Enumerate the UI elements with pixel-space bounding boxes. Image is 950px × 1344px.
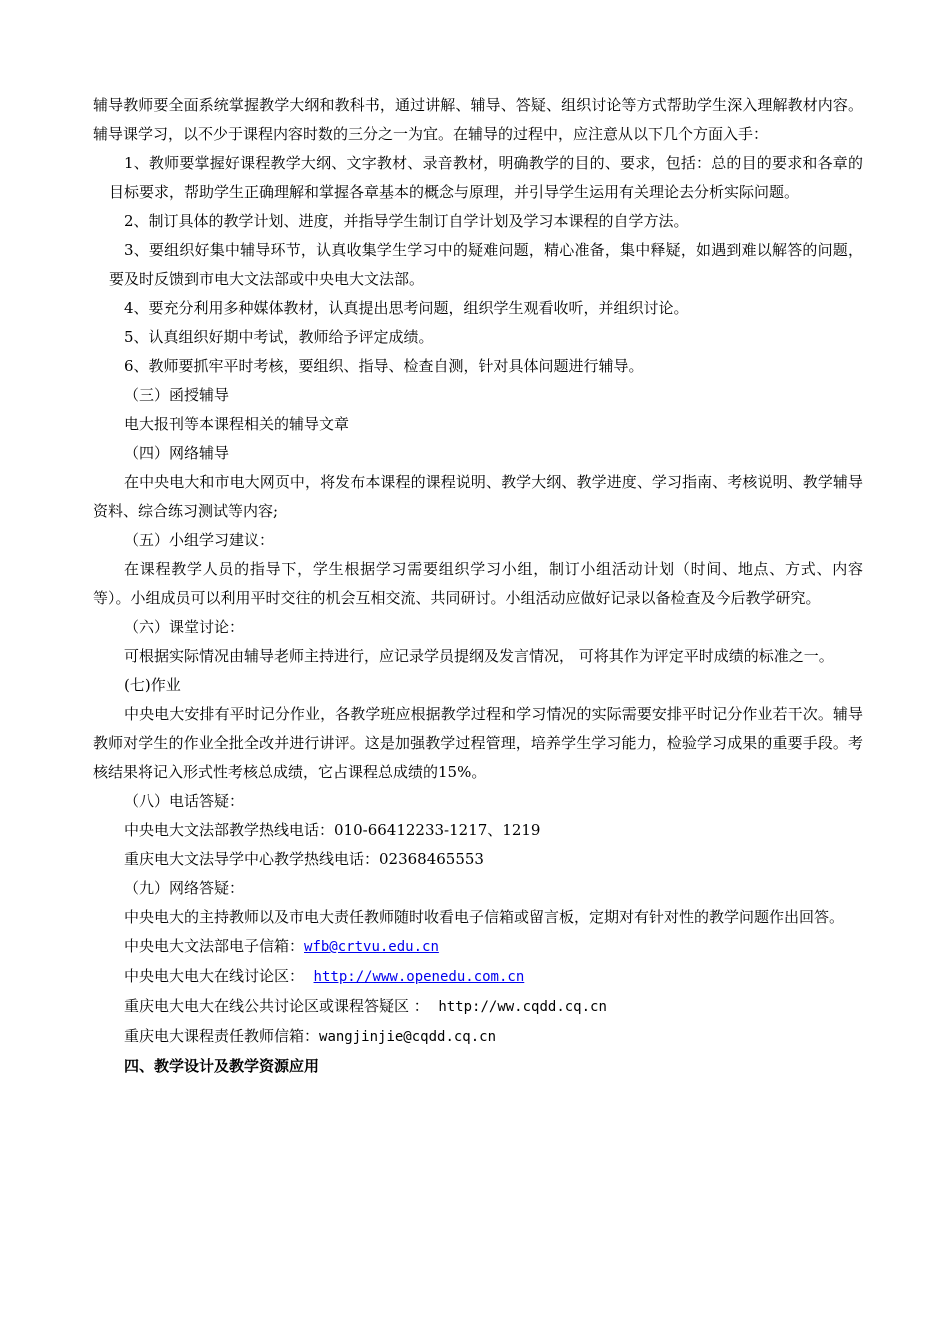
- forum-line: [93, 962, 863, 992]
- list-item: 5、认真组织好期中考试，教师给予评定成绩。: [124, 328, 434, 346]
- section-text-homework: 中央电大安排有平时记分作业，各教学班应根据教学过程和学习情况的实际需要安排平时记分作业若干次。辅导教师对学生的作业全批全改并进行讲评。这是加强教学过程管理，培养学生学习能力，检验学习成果的重要手段。考核结果将记入形式性考核总成绩，它占课程总成绩的15%。: [93, 705, 863, 781]
- section-title-online: （四）网络辅导: [124, 444, 230, 462]
- section-text-online: 在中央电大和市电大网页中，将发布本课程的课程说明、教学大纲、教学进度、学习指南、考核说明、教学辅导资料、综合练习测试等内容;: [93, 473, 863, 520]
- teacher-email-line: [93, 1022, 863, 1052]
- list-item: 3、要组织好集中辅导环节，认真收集学生学习中的疑难问题，精心准备，集中释疑，如遇到难以解答的问题，要及时反馈到市电大文法部或中央电大文法部。: [109, 241, 863, 288]
- list-item: 4、要充分利用多种媒体教材，认真提出思考问题，组织学生观看收听，并组织讨论。: [124, 299, 689, 317]
- intro-paragraph: 辅导教师要全面系统掌握教学大纲和教科书，通过讲解、辅导、答疑、组织讨论等方式帮助学生深入理解教材内容。辅导课学习，以不少于课程内容时数的三分之一为宜。在辅导的过程中，应注意从以下几个方面入手：: [93, 96, 863, 143]
- section-text-correspondence: 电大报刊等本课程相关的辅导文章: [124, 415, 350, 433]
- section-title-net-qa: （九）网络答疑：: [124, 879, 245, 897]
- section-text-net-qa: 中央电大的主持教师以及市电大责任教师随时收看电子信箱或留言板，定期对有针对性的教学问题作出回答。: [124, 908, 845, 926]
- section-title-homework: (七)作业: [124, 676, 181, 694]
- section-title-correspondence: （三）函授辅导: [124, 386, 230, 404]
- section-text-discussion: 可根据实际情况由辅导老师主持进行，应记录学员提纲及发言情况， 可将其作为评定平时成绩的标准之一。: [124, 647, 834, 665]
- list-item: 6、教师要抓牢平时考核，要组织、指导、检查自测，针对具体问题进行辅导。: [124, 357, 644, 375]
- email-link[interactable]: wfb@crtvu.edu.cn: [304, 939, 439, 955]
- section-text-group-study: 在课程教学人员的指导下，学生根据学习需要组织学习小组，制订小组活动计划（时间、地点、方式、内容等）。小组成员可以利用平时交往的机会互相交流、共同研讨。小组活动应做好记录以备检查及今后教学研究。: [93, 560, 863, 607]
- email-label: 中央电大文法部电子信箱：: [124, 937, 305, 955]
- email-line: [93, 932, 863, 962]
- section-title-group-study: （五）小组学习建议：: [124, 531, 275, 549]
- forum-link[interactable]: http://www.openedu.com.cn: [313, 969, 525, 985]
- cq-forum-label: 重庆电大电大在线公共讨论区或课程答疑区 ：: [124, 997, 439, 1015]
- teacher-email-label: 重庆电大课程责任教师信箱：: [124, 1027, 320, 1045]
- phone-line-chongqing: 重庆电大文法导学中心教学热线电话：02368465553: [124, 850, 484, 868]
- section-heading-teaching-design: 四、教学设计及教学资源应用: [124, 1057, 320, 1075]
- teacher-email: wangjinjie@cqdd.cq.cn: [319, 1029, 497, 1045]
- list-item: 1、教师要掌握好课程教学大纲、文字教材、录音教材，明确教学的目的、要求，包括：总的目的要求和各章的目标要求，帮助学生正确理解和掌握各章基本的概念与原理，并引导学生运用有关理论去分析实际问题。: [109, 154, 863, 201]
- section-title-discussion: （六）课堂讨论：: [124, 618, 245, 636]
- phone-line-central: 中央电大文法部教学热线电话：010-66412233-1217、1219: [124, 821, 541, 839]
- cq-forum-line: [93, 992, 863, 1022]
- document-page: [93, 91, 863, 1081]
- cq-forum-url: http://ww.cqdd.cq.cn: [438, 999, 607, 1015]
- section-title-phone: （八）电话答疑：: [124, 792, 245, 810]
- list-item: 2、制订具体的教学计划、进度，并指导学生制订自学计划及学习本课程的自学方法。: [124, 212, 689, 230]
- forum-label: 中央电大电大在线讨论区：: [124, 967, 314, 985]
